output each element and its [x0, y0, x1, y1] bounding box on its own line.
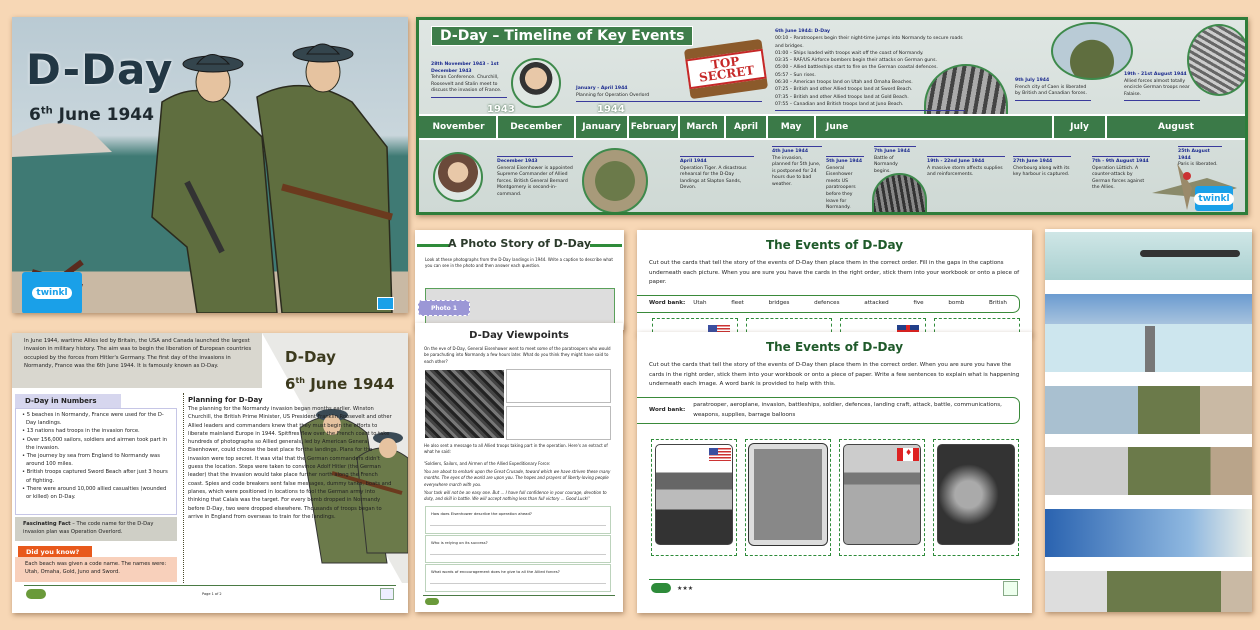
divider	[183, 393, 184, 583]
photo-story-title: A Photo Story of D-Day	[447, 237, 592, 250]
submarine-strip	[1045, 232, 1252, 280]
events-title: The Events of D-Day	[765, 340, 904, 354]
top-secret-stamp: TOP SECRET	[684, 39, 768, 99]
badge-icon	[380, 588, 394, 600]
cover-date: 6th June 1944	[29, 105, 154, 125]
soldiers-portrait	[1051, 22, 1133, 80]
event-eisenhower-appointed: December 1943 General Eisenhower is appointed Supreme Commander of Allied forces. British General Bernard Montgomery is second-in-command.	[497, 156, 573, 199]
word: British	[989, 300, 1007, 306]
numbers-list	[15, 408, 177, 515]
year-1943: 1943	[487, 104, 515, 115]
churchill-portrait	[511, 58, 561, 108]
word-bank-label: Word bank:	[649, 406, 686, 413]
twinkl-logo	[651, 583, 671, 593]
event-card	[839, 439, 925, 556]
planning-section: Planning for D-Day The planning for the Normandy invasion began months earlier. Winston Churchill, the British Prime Minister, US President Franklin Roosevelt and other Allied leaders and commanders knew that they must begin the efforts to liberate mainland Europe in 1944. Spitfires flew over the French coast to take hundreds of photographs so Allied generals, led by American General Eisenhower, could choose the best place for the landings. Plans for the invasion were top secret. It was vital that the German commanders didn't guess the location. Steps were taken to convince Adolf Hitler (the German leader) that the invasion would take place further north along the French coast. Spies and code breakers sent false messages, dummy tanks, boats and planes, which were positioned in locations to fool the German army into thinking that Calais was the target. For every bomb dropped in Normandy before D-Day, two were dropped elsewhere. Thousands of troops began to arrive in England from overseas to train for the landings.	[188, 396, 392, 520]
question-box[interactable]: Who is relying on its success?	[425, 535, 611, 563]
speech-box[interactable]	[506, 406, 611, 440]
question-box[interactable]: How does Eisenhower describe the operation ahead?	[425, 506, 611, 534]
troops-illustration	[582, 148, 648, 214]
word-bank	[637, 397, 1020, 424]
photo-label: Photo 1	[418, 300, 470, 316]
events-sheet-1	[637, 230, 1032, 335]
month-june: June	[816, 116, 1054, 138]
event-card	[933, 439, 1019, 556]
month-march: March	[680, 116, 726, 138]
photo-story-sheet	[415, 230, 624, 330]
month-january: January	[576, 116, 629, 138]
soldiers-strip	[1045, 386, 1252, 434]
twinkl-logo: twinkl	[22, 272, 82, 313]
word-bank	[637, 295, 1020, 313]
footer-divider	[24, 585, 396, 586]
list-item: • There were around 10,000 allied casualties (wounded or killed) on D-Day.	[22, 485, 170, 501]
event-tehran: 28th November 1943 - 1st December 1943 Tehran Conference. Churchill, Roosevelt and Stalin meet to discuss the invasion of France.	[431, 62, 507, 98]
normandy-photo	[872, 173, 927, 215]
viewpoints-title: D-Day Viewpoints	[469, 330, 569, 341]
did-you-know-text: Each beach was given a code name. The names were: Utah, Omaha, Gold, Juno and Sword.	[15, 557, 177, 582]
fact-sheet	[12, 333, 408, 613]
event-postponed: 4th June 1944 The invasion, planned for 5th June, is postponed for 24 hours due to bad weather.	[772, 146, 822, 189]
event-battle-normandy: 7th June 1944 Battle of Normandy begins.	[874, 146, 916, 175]
twinkl-logo: twinkl	[1195, 186, 1233, 211]
timeline-poster	[416, 17, 1248, 215]
month-july: July	[1054, 116, 1107, 138]
quote-line: 'Soldiers, Sailors, and Airmen of the Allied Expeditionary Force:	[424, 461, 551, 466]
month-february: February	[629, 116, 680, 138]
paratrooper-photo	[937, 444, 1015, 545]
word-bank-label: Word bank:	[649, 300, 686, 306]
events-instructions: Cut out the cards that tell the story of the events of D-Day then place them in the correct order. Fill in the gaps in the captions underneath each picture. When you are sure you have the cards in the right order, stick them into your workbook or onto a piece of paper.	[649, 260, 1020, 286]
month-april: April	[726, 116, 768, 138]
events-instructions: Cut out the cards that tell the story of the events of D-Day then place them in the correct order. When you are sure you have the cards in the right order, stick them into your workbook or onto a piece of paper. Write a few sentences to explain what is happening underneath each image. A word bank is provided to help with this.	[649, 362, 1020, 388]
aircraft-photo	[749, 444, 827, 545]
badge-icon	[1003, 581, 1018, 596]
word: defences	[814, 300, 840, 306]
roosevelt-portrait	[433, 152, 483, 202]
event-planning: January - April 1944 Planning for Operation Overlord	[576, 86, 762, 102]
event-paratroopers: 5th June 1944 General Eisenhower meets US paratroopers before they leave for Normandy.	[826, 156, 864, 212]
eisenhower-photo	[425, 370, 504, 438]
list-item: • British troops captured Sword Beach after just 3 hours of fighting.	[22, 468, 170, 484]
question-box[interactable]: What words of encouragement does he give to all the Allied forces?	[425, 564, 611, 592]
event-falaise: 19th - 21st August 1944 Allied forces almost totally encircle German troops near Falaise.	[1124, 72, 1200, 101]
word-list: paratrooper, aeroplane, invasion, battleships, soldier, defences, landing craft, attack, battle, communications, weapons, supplies, barrage balloons	[693, 402, 1002, 418]
photo-story-instructions: Look at these photographs from the D-Day landings in 1944. Write a caption to describe what you can see in the photo and then answer each question.	[425, 257, 613, 268]
events-title: The Events of D-Day	[765, 238, 904, 252]
viewpoints-sheet	[415, 323, 623, 612]
cover-slide	[12, 17, 408, 313]
month-december: December	[498, 116, 576, 138]
event-paris: 25th August 1944 Paris is liberated.	[1178, 146, 1222, 169]
event-card	[651, 439, 737, 556]
soldier-plane-strip	[1045, 571, 1252, 612]
speech-box[interactable]	[506, 369, 611, 403]
list-item: • 5 beaches in Normandy, France were used for the D-Day landings.	[22, 411, 170, 427]
event-luttich: 7th - 9th August 1944 Operation Lüttich. A counter-attack by German forces against the Allies.	[1092, 156, 1150, 192]
list-item: • The journey by sea from England to Normandy was around 100 miles.	[22, 452, 170, 468]
event-operation-tiger: April 1944 Operation Tiger. A disastrous rehearsal for the D-Day landings at Slapton Sands, Devon.	[680, 156, 754, 192]
message-intro: He also sent a message to all Allied troops taking part in the operation. Here's an extract of what he said:	[424, 443, 608, 455]
cover-title: D-Day	[26, 45, 174, 94]
word: bridges	[768, 300, 790, 306]
twinkl-logo	[425, 598, 439, 605]
list-item: • 13 nations had troops in the invasion force.	[22, 427, 170, 435]
did-you-know-heading: Did you know?	[17, 545, 93, 558]
battleship-strip	[1045, 324, 1252, 372]
intro-text: In June 1944, wartime Allies led by Britain, the USA and Canada launched the largest invasion in military history. The aim was to begin the liberation of European countries occupied by the forces from Hitler's Germany. The first day of the invasions in Normandy, France was the 6th June 1944. It is famously known as D-Day.	[12, 333, 262, 388]
month-may: May	[768, 116, 816, 138]
factsheet-title: D-Day 6th June 1944	[285, 348, 395, 393]
border-strips	[1045, 229, 1252, 612]
timeline-title: D-Day – Timeline of Key Events	[431, 26, 693, 46]
spitfire-strip	[1045, 294, 1252, 324]
event-caen: 9th July 1944 French city of Caen is liberated by British and Canadian forces.	[1015, 78, 1091, 101]
month-november: November	[421, 116, 498, 138]
footer-divider	[649, 579, 1020, 580]
us-flag-icon	[709, 448, 731, 461]
event-storm: 19th - 22nd June 1944 A massive storm affects supplies and reinforcements.	[927, 156, 1005, 179]
events-sheet-2	[637, 332, 1032, 613]
ship-soldiers-strip	[1045, 447, 1252, 495]
month-bar	[419, 114, 1245, 140]
canada-flag-icon	[897, 448, 919, 461]
fascinating-fact: Fascinating Fact – The code name for the D-Day invasion plan was Operation Overlord.	[15, 517, 177, 541]
year-1944: 1944	[597, 104, 625, 115]
event-card	[745, 439, 831, 556]
word: Utah	[693, 300, 707, 306]
numbers-heading: D-Day in Numbers	[15, 394, 121, 408]
viewpoints-intro: On the eve of D-Day, General Eisenhower went to meet some of the paratroopers who would be parachuting into Normandy a few hours later. What do you think they might have said to each other?	[424, 346, 611, 364]
list-item: • Over 156,000 sailors, soldiers and airmen took part in the invasion.	[22, 436, 170, 452]
event-dday: 6th June 1944: D-Day 00:10 – Paratroopers begin their night-time jumps into Normandy to secure roads and bridges. 01:00 – Ships loaded with troops wait off the coast of Normandy. 03:35 – RAF/US Airforce bombers begin their attacks on German guns. 05:00 – Allied battleships start to fire on the German coastal defences. 05:57 – Sun rises. 06:30 – American troops land on Utah and Omaha Beaches. 07:25 – British and other Allied troops land at Sword Beach. 07:35 – British and other Allied troops land at Gold Beach. 07:55 – Canadian and British troops land at Juno Beach.	[775, 28, 965, 111]
word: five	[913, 300, 924, 306]
badge-icon	[377, 297, 394, 310]
twinkl-logo	[26, 589, 46, 599]
month-august: August	[1158, 122, 1194, 132]
page-number: Page 1 of 2	[202, 592, 222, 596]
difficulty-stars: ★★★	[677, 585, 694, 592]
spitfire-strip	[1045, 509, 1252, 557]
word: bomb	[948, 300, 965, 306]
quote-line: You are about to embark upon the Great Crusade, toward which we have striven these many months. The eyes of the world are upon you. The hopes and prayers of liberty-loving people everywhere march with you.	[424, 469, 611, 487]
quote-line: Your task will not be an easy one. But ... I have full confidence in your courage, devotion to duty, and skill in battle. We will accept nothing less than full victory ... Good Luck!'	[424, 490, 607, 502]
footer-divider	[423, 595, 615, 596]
event-cherbourg: 27th June 1944 Cherbourg along with its key harbour is captured.	[1013, 156, 1071, 179]
word: attacked	[864, 300, 889, 306]
word: fleet	[731, 300, 744, 306]
